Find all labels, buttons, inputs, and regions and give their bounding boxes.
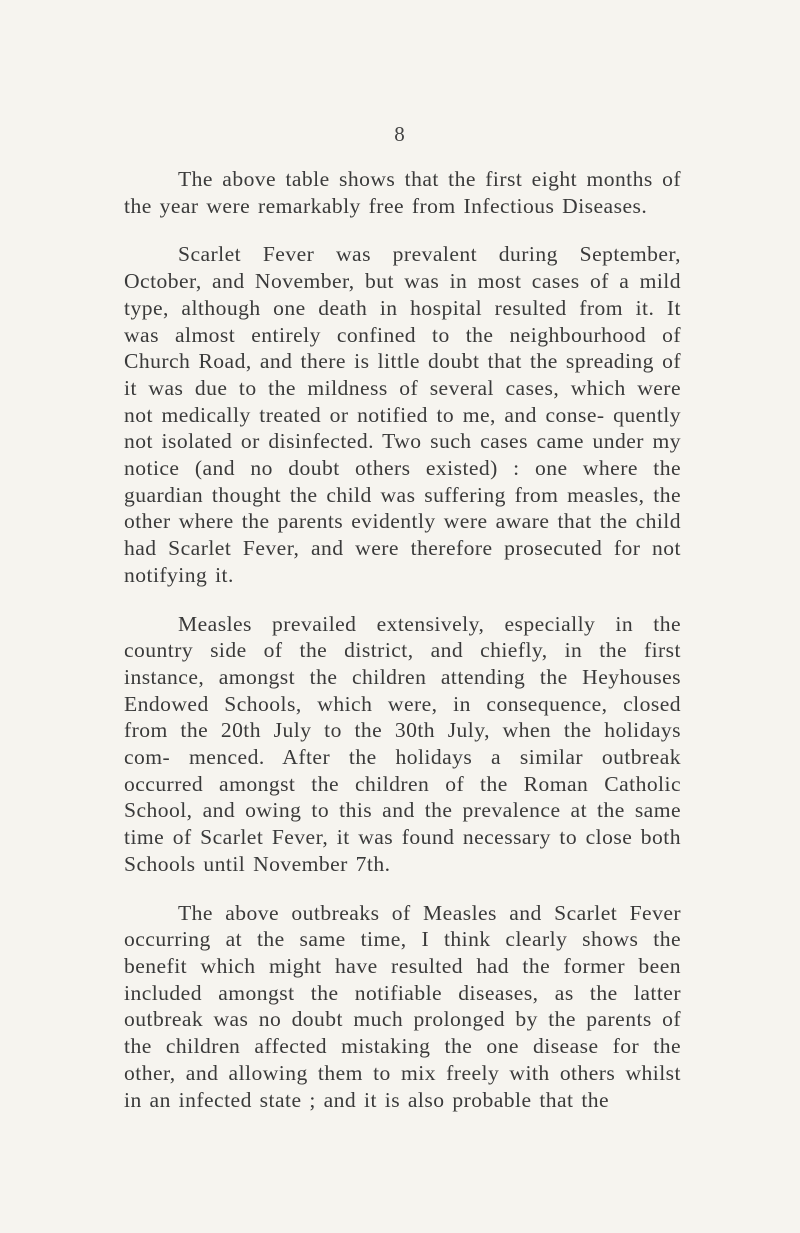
paragraph-outbreaks-notification: The above outbreaks of Measles and Scarlet Fever occurring at the same time, I think clearly shows the benefit which might have resulted had the former been included amongst the notifiable diseases, as the latter outbreak was no doubt much prolonged by the parents of the children affected mistaking the one disease for the other, and allowing them to mix freely with others whilst in an infected state ; and it is also probable that the [124, 900, 681, 1112]
page-number: 8 [394, 122, 406, 146]
body-text [124, 166, 681, 1135]
paragraph-infectious-diseases-summary: The above table shows that the first eight months of the year were remarkably free from Infectious Diseases. [124, 167, 681, 218]
paragraph-measles: Measles prevailed extensively, especially in the country side of the district, and chiefly, in the first instance, amongst the children attending the Heyhouses Endowed Schools, which were, in consequence, closed from the 20th July to the 30th July, when the holidays com- menced. After the holidays a similar outbreak occurred amongst the children of the Roman Catholic School, and owing to this and the prevalence at the same time of Scarlet Fever, it was found necessary to close both Schools until November 7th. [124, 611, 681, 876]
paragraph-scarlet-fever: Scarlet Fever was prevalent during September, October, and November, but was in most cases of a mild type, although one death in hospital resulted from it. It was almost entirely confined to the neighbourhood of Church Road, and there is little doubt that the spreading of it was due to the mildness of several cases, which were not medically treated or notified to me, and conse- quently not isolated or disinfected. Two such cases came under my notice (and no doubt others existed) : one where the guardian thought the child was suffering from measles, the other where the parents evidently were aware that the child had Scarlet Fever, and were therefore prosecuted for not notifying it. [124, 242, 681, 587]
